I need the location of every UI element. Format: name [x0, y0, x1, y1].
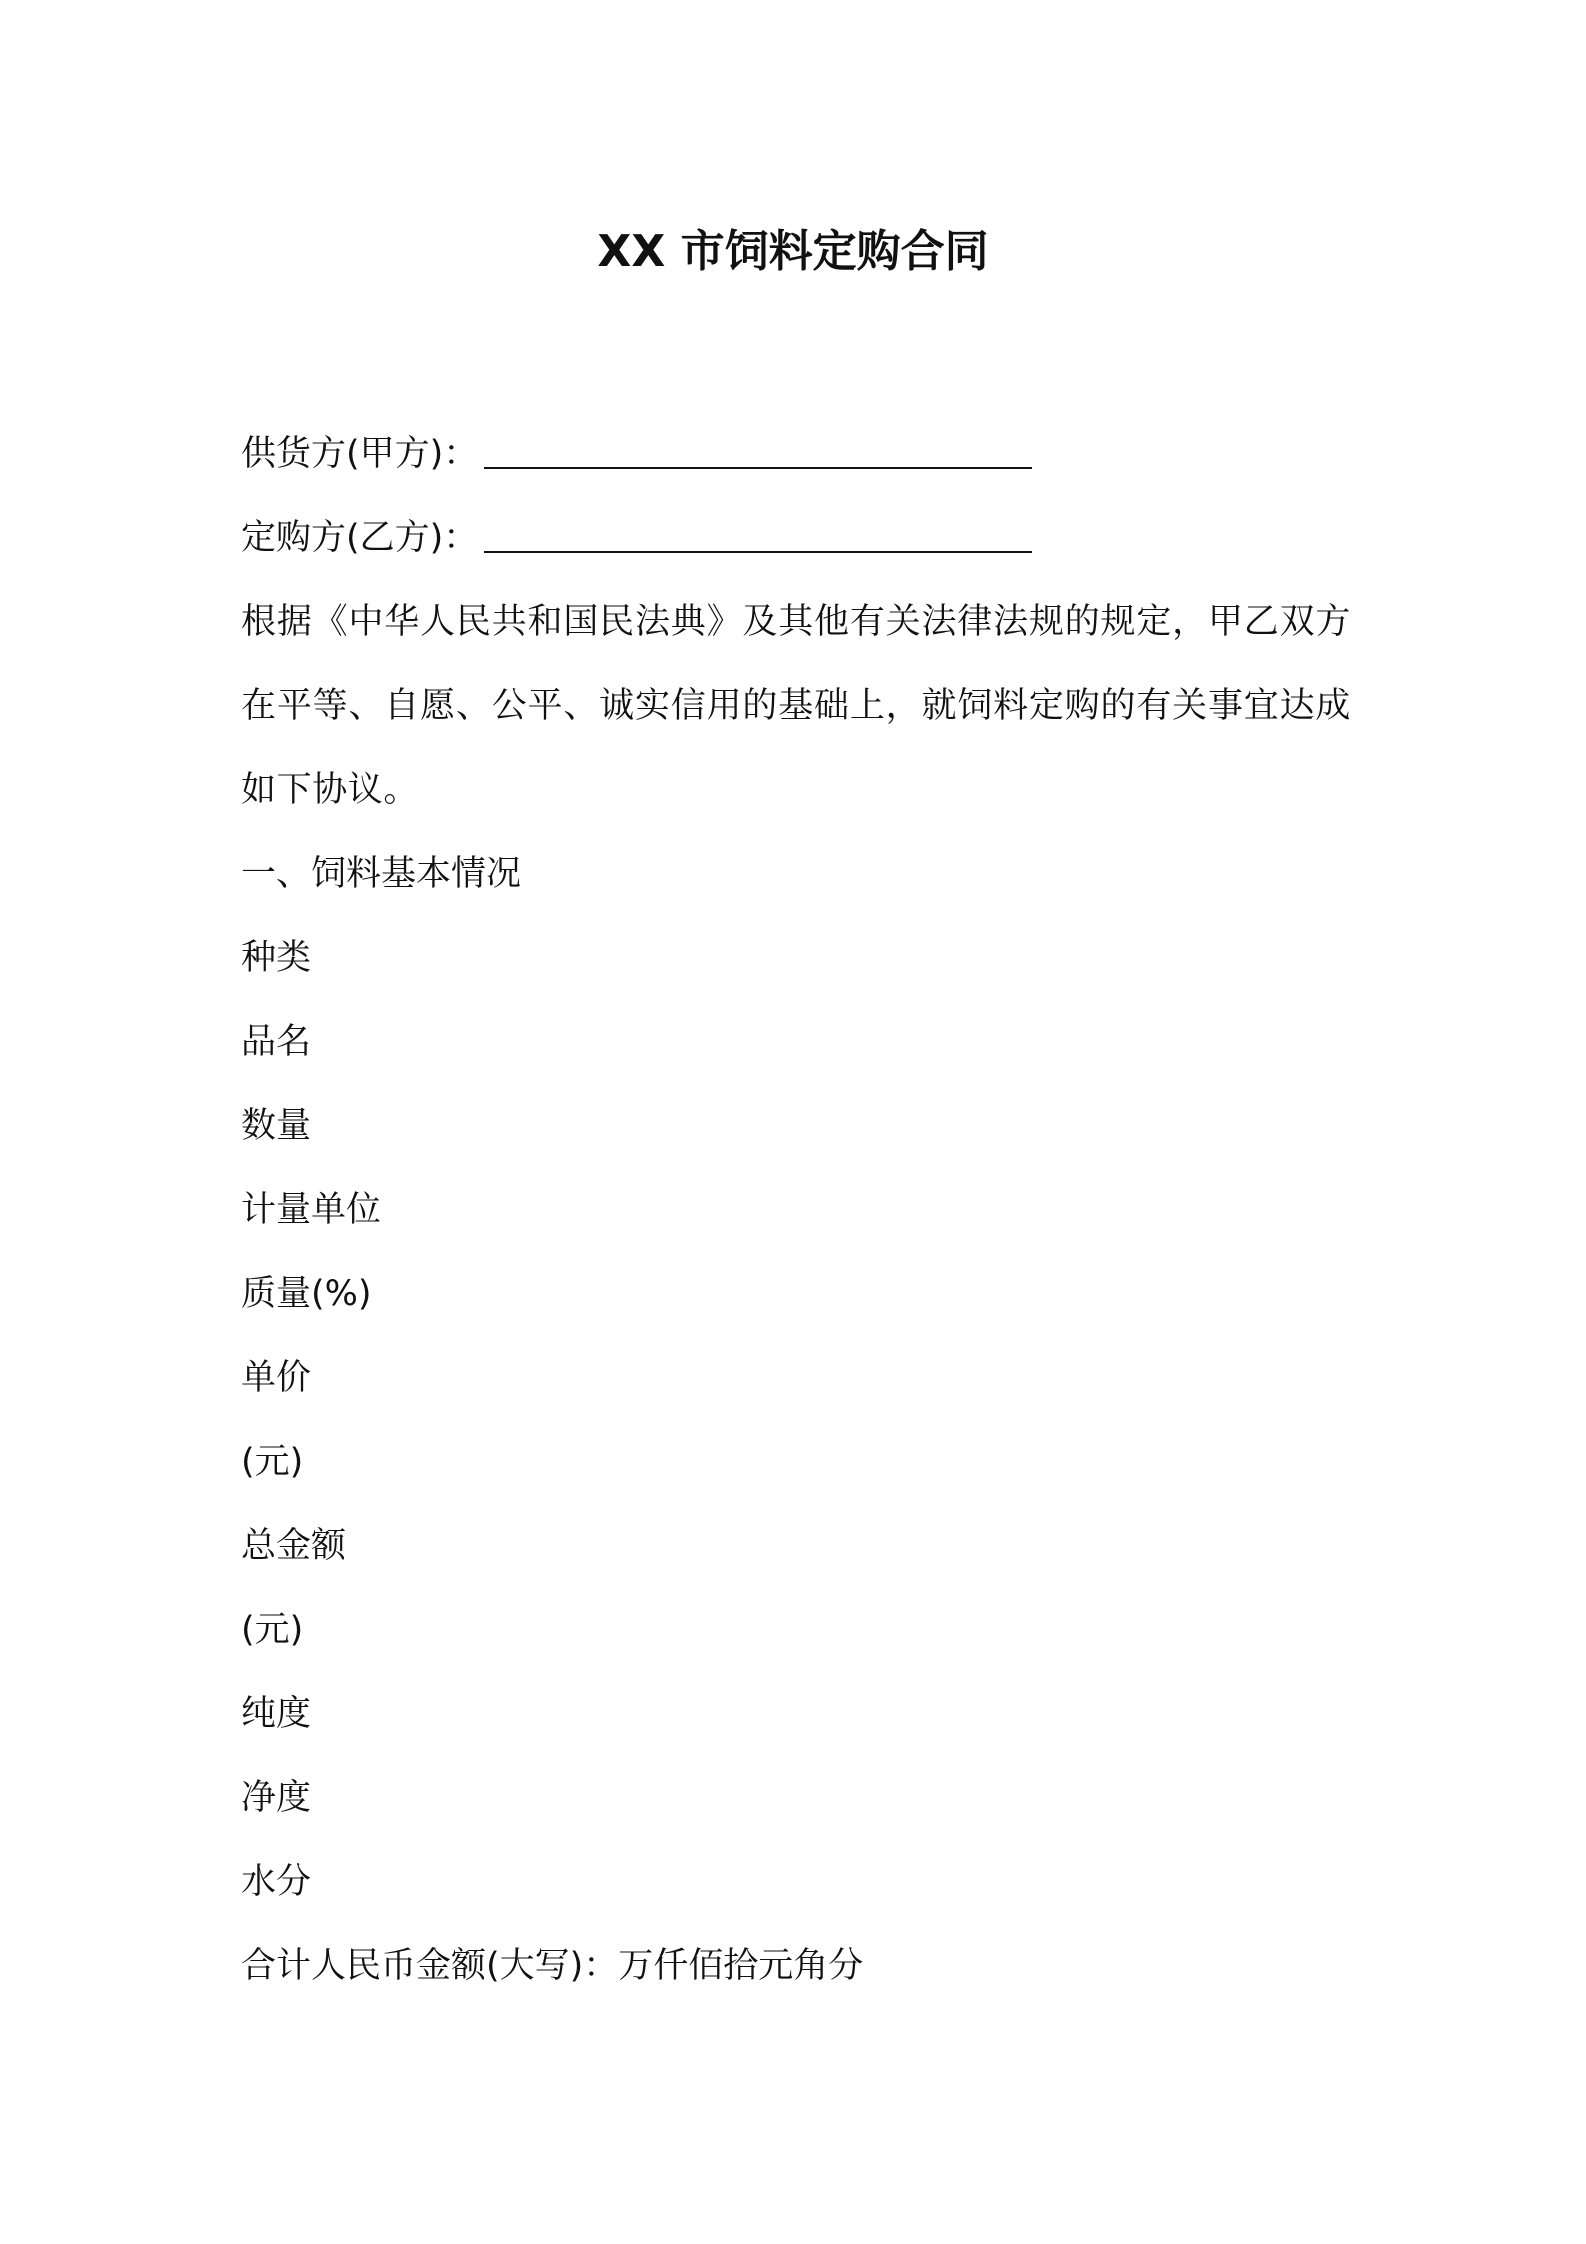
section-heading: 一、饲料基本情况 [241, 854, 522, 894]
field-quality: 质量(%) [241, 1274, 372, 1314]
document-title: XX 市饲料定购合同 [597, 226, 989, 277]
field-unit-price-currency: (元) [241, 1442, 304, 1482]
field-type: 种类 [241, 938, 312, 978]
field-total-amount: 总金额 [241, 1526, 347, 1566]
supplier-blank [484, 437, 1032, 469]
field-total-amount-currency: (元) [241, 1610, 304, 1650]
field-purity: 纯度 [241, 1694, 312, 1734]
buyer-blank [484, 521, 1032, 553]
supplier-label: 供货方(甲方)： [241, 434, 479, 474]
field-unit: 计量单位 [241, 1190, 382, 1230]
document-body [241, 412, 1351, 2008]
intro-paragraph: 根据《中华人民共和国民法典》及其他有关法律法规的规定，甲乙双方在平等、自愿、公平、诚实信用的基础上，就饲料定购的有关事宜达成如下协议。 [241, 602, 1351, 810]
field-product-name: 品名 [241, 1022, 312, 1062]
buyer-line [241, 496, 1351, 580]
buyer-label: 定购方(乙方)： [241, 518, 479, 558]
field-moisture: 水分 [241, 1862, 312, 1902]
total-amount-line: 合计人民币金额(大写)：万仟佰拾元角分 [241, 1946, 864, 1986]
supplier-line [241, 412, 1351, 496]
field-quantity: 数量 [241, 1106, 312, 1146]
field-cleanliness: 净度 [241, 1778, 312, 1818]
field-unit-price: 单价 [241, 1358, 312, 1398]
